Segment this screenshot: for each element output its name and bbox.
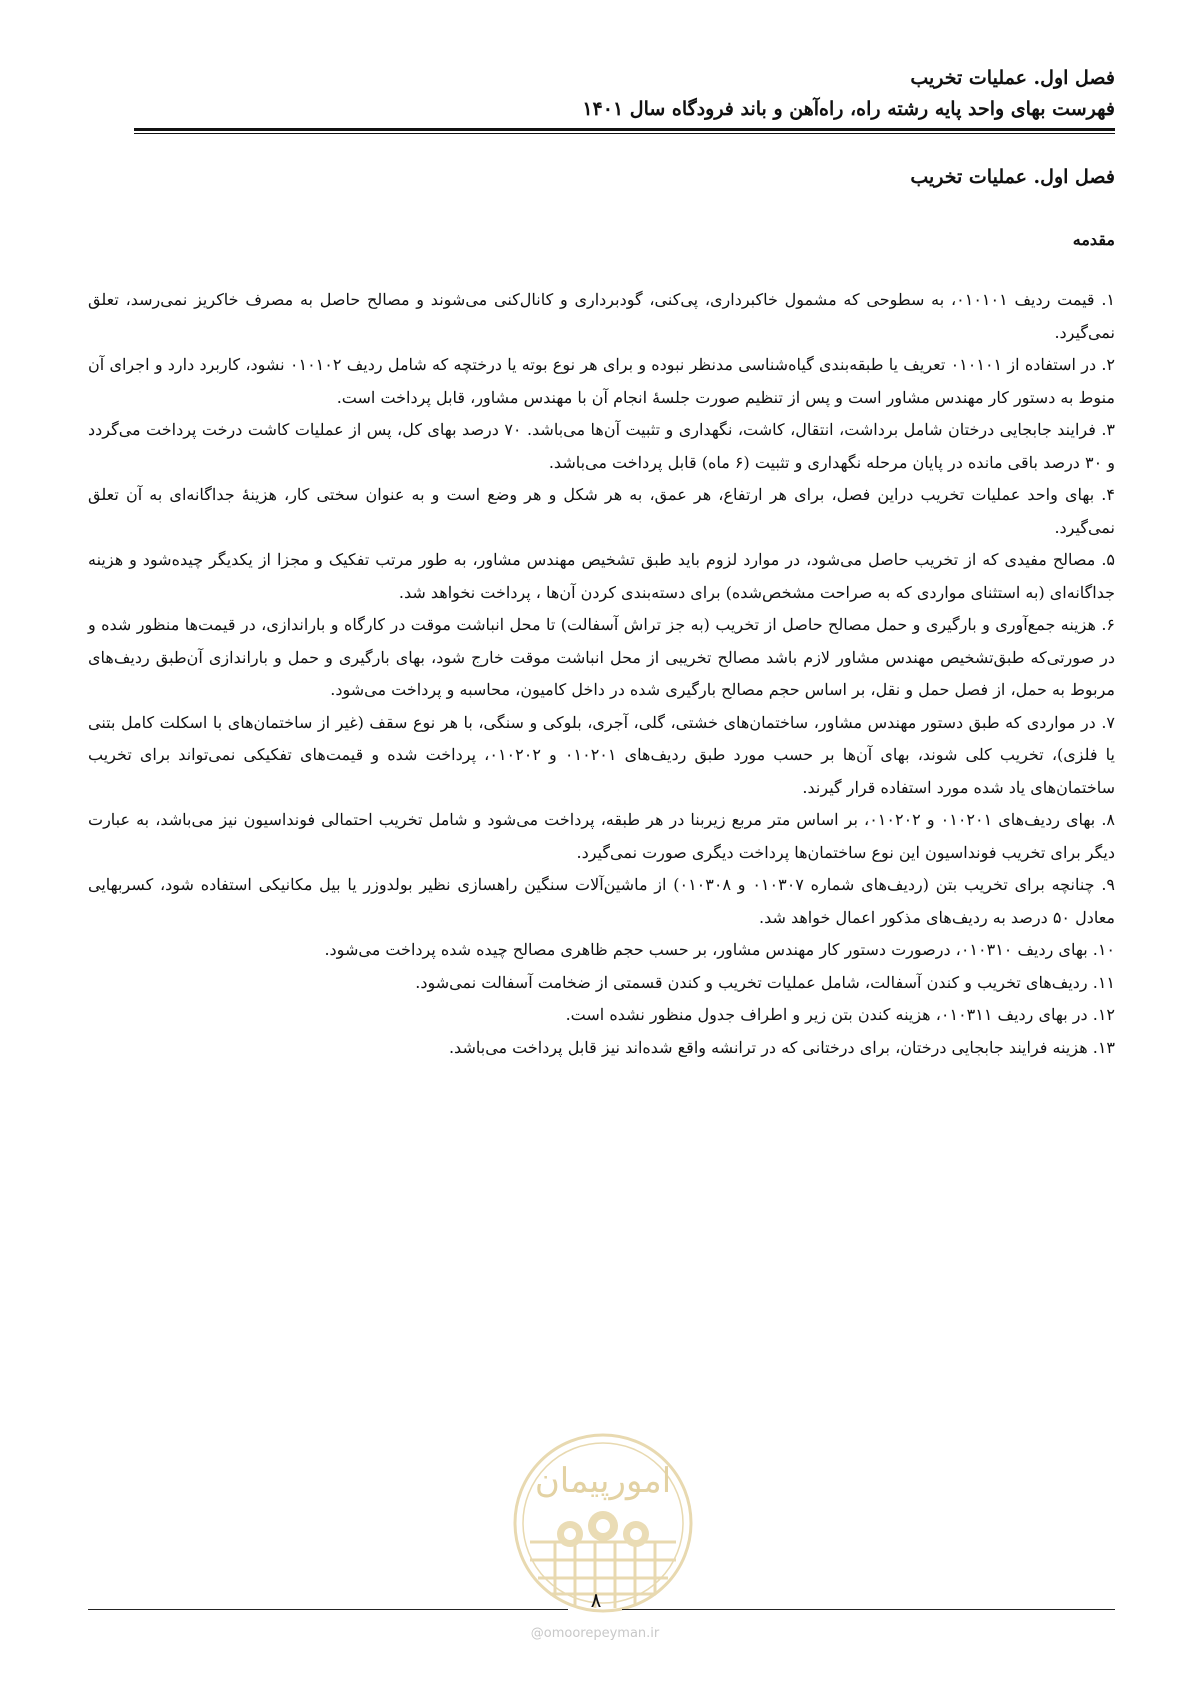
list-item: ۶. هزینه جمع‌آوری و بارگیری و حمل مصالح حاصل از تخریب (به جز تراش آسفالت) تا محل انباشت موقت در کارگاه و باراندازی، در قیمت‌ها منظور شده و در صورتی‌که طبق‌تشخیص مهندس مشاور لازم باشد مصالح تخریبی از محل انباشت موقت خارج شود، بهای بارگیری و حمل و باراندازی آن‌طبق ردیف‌های مربوط به حمل، از فصل حمل و نقل، بر اساس حجم مصالح بارگیری شده در داخل کامیون، محاسبه و پرداخت می‌شود. — [88, 615, 1115, 699]
list-item: ۱۱. ردیف‌های تخریب و کندن آسفالت، شامل عملیات تخریب و کندن قسمتی از ضخامت آسفالت نمی‌شود. — [415, 972, 1115, 992]
list-item: ۸. بهای ردیف‌های ۰۱۰۲۰۱ و ۰۱۰۲۰۲، بر اساس متر مربع زیربنا در هر طبقه، پرداخت می‌شود و شامل تخریب احتمالی فونداسیون نیز می‌باشد، به عبارت دیگر برای تخریب فونداسیون این نوع ساختمان‌ها پرداخت دیگری صورت نمی‌گیرد. — [88, 810, 1115, 862]
list-item: ۱۳. هزینه فرایند جابجایی درختان، برای درختانی که در ترانشه واقع شده‌اند نیز قابل پرداخت می‌باشد. — [448, 1037, 1115, 1057]
header-rule-thin — [134, 133, 1115, 134]
list-item: ۲. در استفاده از ۰۱۰۱۰۱ تعریف یا طبقه‌بندی گیاه‌شناسی مدنظر نبوده و برای هر نوع بوته یا درختچه که شامل ردیف ۰۱۰۱۰۲ نشود، کاربرد دارد و اجرای آن منوط به دستور کار مهندس مشاور است و پس از تنظیم صورت جلسهٔ انجام آن با مهندس مشاور، قابل پرداخت است. — [88, 355, 1116, 407]
section-title: فصل اول. عملیات تخریب — [910, 166, 1115, 188]
header-catalog-title: فهرست بهای واحد پایه رشته راه، راه‌آهن و باند فرودگاه سال ۱۴۰۱ — [582, 98, 1115, 120]
watermark-logo-text: امورپیمان — [534, 1461, 672, 1501]
list-item: ۷. در مواردی که طبق دستور مهندس مشاور، ساختمان‌های خشتی، گلی، آجری، بلوکی و سنگی، با هر نوع سقف (غیر از ساختمان‌های با اسکلت کامل بتنی یا فلزی)، تخریب کلی شوند، بهای آن‌ها بر حسب مورد طبق ردیف‌های ۰۱۰۲۰۱ و ۰۱۰۲۰۲، پرداخت شده و قیمت‌های تفکیکی نمی‌تواند برای تخریب ساختمان‌های یاد شده مورد استفاده قرار گیرند. — [88, 712, 1116, 797]
footer-rule-right — [622, 1609, 1115, 1610]
site-watermark-text: @omoorepeyman.ir — [530, 1626, 660, 1641]
list-item: ۹. چنانچه برای تخریب بتن (ردیف‌های شماره ۰۱۰۳۰۷ و ۰۱۰۳۰۸) از ماشین‌آلات سنگین راهسازی نظیر بولدوزر یا بیل مکانیکی استفاده شود، کسربهایی معادل ۵۰ درصد به ردیف‌های مذکور اعمال خواهد شد. — [88, 875, 1115, 927]
items-list — [88, 284, 1115, 1064]
list-item: ۴. بهای واحد عملیات تخریب دراین فصل، برای هر ارتفاع، هر عمق، به هر شکل و هر وضع است و به عنوان سختی کار، هزینهٔ جداگانه‌ای به آن تعلق نمی‌گیرد. — [88, 485, 1115, 537]
list-item: ۳. فرایند جابجایی درختان شامل برداشت، انتقال، کاشت، نگهداری و تثبیت آن‌ها می‌باشد. ۷۰ درصد بهای کل، پس از عملیات کاشت درخت پرداخت می‌گردد و ۳۰ درصد باقی مانده در پایان مرحله نگهداری و تثبیت (۶ ماه) قابل پرداخت می‌باشد. — [88, 420, 1115, 472]
page-number: ۸ — [590, 1588, 602, 1612]
list-item: ۱۲. در بهای ردیف ۰۱۰۳۱۱، هزینه کندن بتن زیر و اطراف جدول منظور نشده است. — [565, 1005, 1115, 1024]
intro-heading: مقدمه — [1072, 230, 1115, 249]
list-item: ۱۰. بهای ردیف ۰۱۰۳۱۰، درصورت دستور کار مهندس مشاور، بر حسب حجم ظاهری مصالح چیده شده پرداخت می‌شود. — [324, 940, 1115, 959]
page-header — [88, 62, 1115, 124]
list-item: ۵. مصالح مفیدی که از تخریب حاصل می‌شود، در موارد لزوم باید طبق تشخیص مهندس مشاور، به طور مرتب تفکیک و مجزا از یکدیگر چیده‌شود و هزینه جداگانه‌ای (به استثنای مواردی که به صراحت مشخص‌شده) برای دسته‌بندی کردن آن‌ها ، پرداخت نخواهد شد. — [88, 550, 1115, 602]
list-item: ۱. قیمت ردیف ۰۱۰۱۰۱، به سطوحی که مشمول خاکبرداری، پی‌کنی، گودبرداری و کانال‌کنی می‌شوند و مصالح حاصل به مصرف خاکریز نمی‌رسد، تعلق نمی‌گیرد. — [88, 290, 1115, 342]
header-chapter-title: فصل اول. عملیات تخریب — [910, 67, 1115, 89]
header-rule-thick — [134, 128, 1115, 131]
footer-rule-left — [88, 1609, 568, 1610]
